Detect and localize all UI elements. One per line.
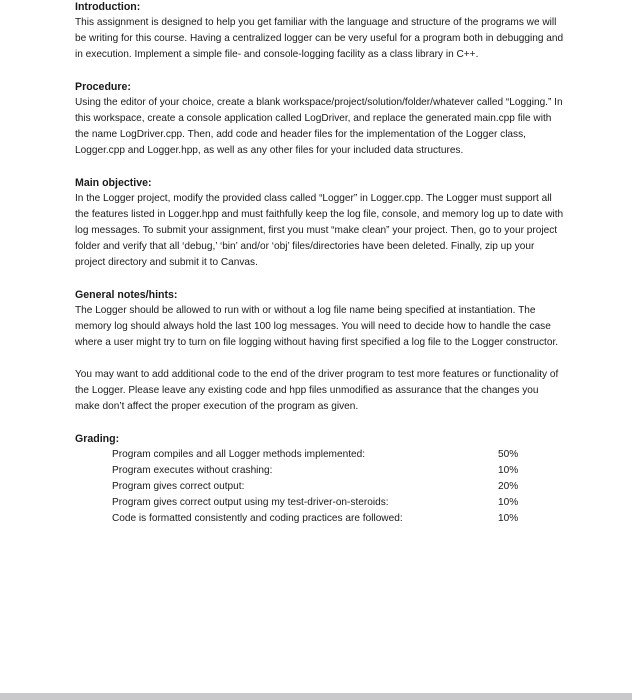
grading-row [112,447,528,463]
general-notes-section [75,287,565,351]
procedure-section [75,79,565,159]
grading-percent: 10% [498,465,519,476]
grading-percent: 50% [498,449,519,460]
additional-code-section [75,367,565,415]
grading-percent: 10% [498,513,519,524]
grading-criterion: Program executes without crashing: [112,465,273,476]
grading-heading: Grading: [75,433,120,445]
grading-criterion: Program gives correct output using my test-driver-on-steroids: [112,497,389,508]
document-page [75,0,565,527]
main-objective-section [75,175,565,271]
grading-section [75,431,565,527]
grading-row [112,463,528,479]
grading-percent: 10% [498,497,519,508]
additional-code-text: You may want to add additional code to the end of the driver program to test more features or functionality of the Logger. Please leave any existing code and hpp files unmodified as assurance that the changes you make don’t affect the proper execution of the program as given. [75,369,559,412]
introduction-heading: Introduction: [75,1,141,13]
grading-table [112,447,528,527]
general-notes-text: The Logger should be allowed to run with or without a log file name being specified at instantiation. The memory log should always hold the last 100 log messages. You will need to decide how to handle the case where a user might try to turn on file logging without having first specified a log file to the Logger constructor. [75,305,559,348]
main-objective-text: In the Logger project, modify the provided class called “Logger” in Logger.cpp. The Logger must support all the features listed in Logger.hpp and must faithfully keep the log file, console, and memory log up to date with log messages. To submit your assignment, first you must “make clean” your project. Then, go to your project folder and verify that all ‘debug,’ ‘bin’ and/or ‘obj’ files/directories have been deleted. Finally, zip up your project directory and submit it to Canvas. [75,193,564,268]
introduction-text: This assignment is designed to help you get familiar with the language and structure of the programs we will be writing for this course. Having a centralized logger can be very useful for a program both in debugging and in execution. Implement a simple file- and console-logging facility as a class library in C++. [75,17,564,60]
grading-row [112,479,528,495]
procedure-text: Using the editor of your choice, create a blank workspace/project/solution/folder/whatever called “Logging.” In this workspace, create a console application called LogDriver, and replace the generated main.cpp file with the name LogDriver.cpp. Then, add code and header files for the implementation of the Logger class, Logger.cpp and Logger.hpp, as well as any other files for your included data structures. [75,97,563,156]
page-bottom-scrollbar[interactable] [0,693,632,700]
grading-criterion: Program compiles and all Logger methods implemented: [112,449,366,460]
introduction-section [75,0,565,63]
procedure-heading: Procedure: [75,81,131,93]
grading-criterion: Program gives correct output: [112,481,245,492]
main-objective-heading: Main objective: [75,177,152,189]
grading-percent: 20% [498,481,519,492]
grading-row [112,495,528,511]
general-notes-heading: General notes/hints: [75,289,178,301]
grading-row [112,511,528,527]
grading-criterion: Code is formatted consistently and coding practices are followed: [112,513,403,524]
